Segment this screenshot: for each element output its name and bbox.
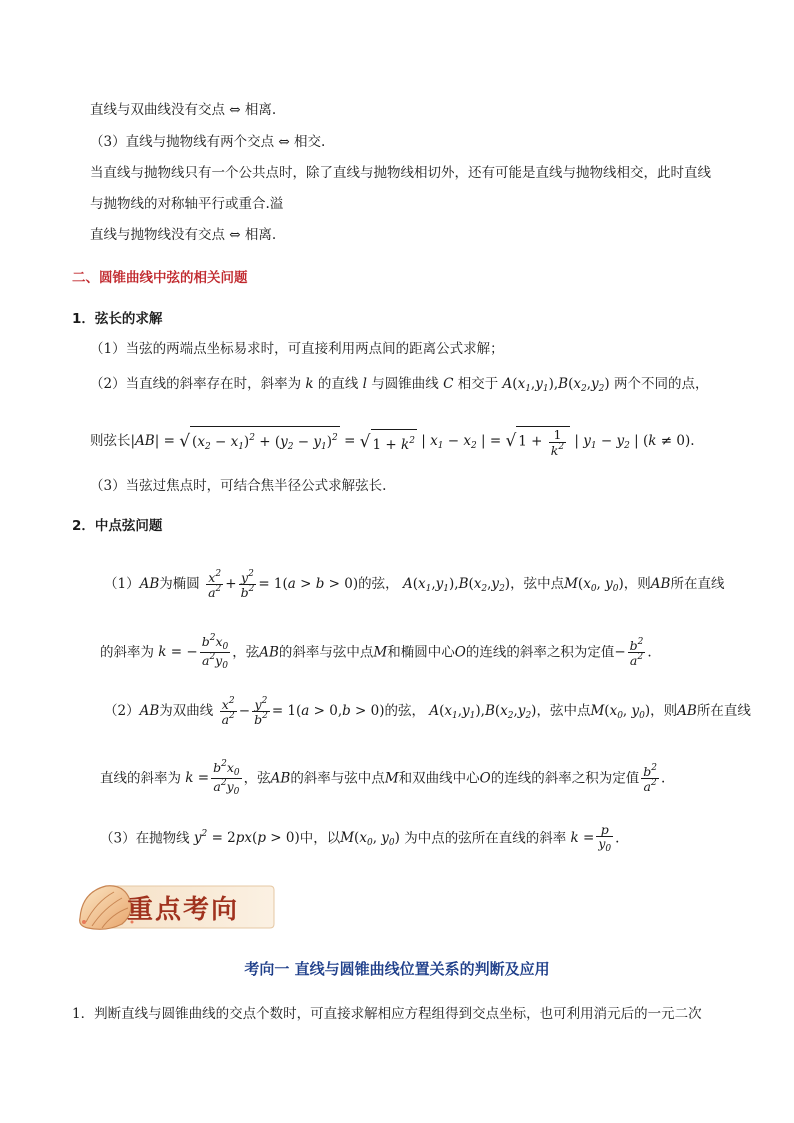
- math-ab: AB: [259, 644, 279, 661]
- text-fragment: 所在直线: [670, 576, 725, 593]
- text-fragment: （1）: [104, 576, 140, 593]
- text-fragment: .: [660, 770, 666, 787]
- text-fragment: 的弦，: [384, 703, 426, 720]
- text-fragment: 中，以: [299, 830, 341, 847]
- math-midpoint-m: $M(x_0$, $y_0$): [564, 576, 624, 595]
- text-fragment: 为双曲线: [159, 703, 214, 720]
- text-fragment: 的斜率与弦中点: [290, 770, 385, 787]
- math-hyperbola-constant: $\frac{b^2}{a^2}$: [643, 763, 657, 795]
- text-fragment: 与圆锥曲线: [371, 376, 439, 392]
- text-fragment: 直线的斜率为: [100, 770, 181, 787]
- math-o: O: [454, 644, 466, 661]
- text-fragment: 和椭圆中心: [387, 644, 455, 661]
- math-ab: AB: [139, 703, 160, 720]
- text-fragment: （2）: [104, 703, 140, 720]
- text-fragment: 和双曲线中心: [398, 770, 480, 787]
- text-fragment: ，则: [623, 576, 651, 593]
- text-fragment: 所在直线: [696, 703, 751, 720]
- subheading-chord-length: 1．弦长的求解: [72, 311, 163, 327]
- math-hyperbola-slope: k = $\frac{b^2x_0}{a^2y_0}$: [185, 759, 240, 798]
- text-fragment: .: [690, 433, 695, 449]
- text-hyperbola-line2: [100, 760, 665, 798]
- text-fragment: .: [615, 830, 620, 847]
- text-fragment: .: [647, 644, 652, 661]
- text-fragment: 则弦长: [90, 433, 131, 449]
- text-line-parabola-two-points: （3）直线与抛物线有两个交点 ⇔ 相交.: [90, 134, 326, 150]
- text-fragment: ，弦: [232, 644, 260, 661]
- text-chord-item1: （1）当弦的两端点坐标易求时，可直接利用两点间的距离公式求解；: [90, 341, 504, 357]
- text-hyperbola-line1: [104, 697, 751, 726]
- text-fragment: 的弦，: [358, 576, 399, 593]
- banner-title: 重点考向: [127, 895, 240, 925]
- math-points-ab: $A(x_1,y_1),B(x_2,y_2)$: [402, 576, 511, 595]
- text-fragment: 为中点的弦所在直线的斜率: [404, 830, 567, 847]
- subheading-midpoint-chord: 2．中点弦问题: [72, 518, 163, 534]
- topic-one-title: 考向一 直线与圆锥曲线位置关系的判断及应用: [244, 960, 550, 978]
- math-points-ab: $A(x_1,y_1),B(x_2,y_2)$: [429, 703, 537, 722]
- sqrt-one-plus-k2: √ $1 + k^2$: [360, 429, 417, 455]
- text-ellipse-line1: [104, 570, 724, 599]
- text-line-parabola-no-intersection: 直线与抛物线没有交点 ⇔ 相离.: [90, 227, 277, 243]
- shell-dot-1: [82, 920, 86, 924]
- text-fragment: 为椭圆: [159, 576, 200, 593]
- math-chord-formula: |AB| = √ $(x_2 - x_1)^2 + (y_2 - y_1)^2$ = √ $1 + k^2$ | $x_1 - x_2$ | = √ 1 + $\frac{1}{k^2}$ | $y_1 - y_2$ | (k ≠ 0): [130, 427, 691, 458]
- math-m: M: [373, 644, 388, 661]
- math-parabola-slope: k = $\frac{p}{y_0}$: [570, 822, 612, 855]
- shell-icon: [80, 886, 131, 930]
- sqrt-one-plus-inv-k2: √ 1 + $\frac{1}{k^2}$: [505, 426, 570, 456]
- math-m: M: [384, 770, 399, 787]
- math-ab: AB: [677, 703, 697, 720]
- sqrt-distance: √ $(x_2 - x_1)^2 + (y_2 - y_1)^2$: [179, 426, 340, 457]
- section-heading-chord: 二、圆锥曲线中弦的相关问题: [72, 270, 248, 286]
- text-fragment: ，弦中点: [510, 576, 565, 593]
- math-l: l: [362, 376, 367, 392]
- text-fragment: 的直线: [317, 376, 359, 392]
- text-fragment: ，弦中点: [536, 703, 591, 720]
- math-ellipse-constant: − $\frac{b^2}{a^2}$: [614, 637, 644, 669]
- formula-chord-length: [90, 426, 695, 457]
- text-fragment: （3）在抛物线: [100, 830, 190, 847]
- text-topic-one-item1: 1．判断直线与圆锥曲线的交点个数时，可直接求解相应方程组得到交点坐标，也可利用消元后的一元二次: [72, 1006, 702, 1022]
- text-fragment: （2）当直线的斜率存在时，斜率为: [90, 376, 302, 392]
- math-ellipse-equation: $\frac{x^2}{a^2}$ + $\frac{y^2}{b^2}$ = 1(a > b > 0): [208, 569, 359, 601]
- math-o: O: [479, 770, 491, 787]
- text-chord-item3: （3）当弦过焦点时，可结合焦半径公式求解弦长.: [90, 478, 387, 494]
- text-fragment: 的斜率与弦中点: [278, 644, 374, 661]
- math-ab: AB: [139, 576, 160, 593]
- math-ellipse-slope: k = − $\frac{b^2x_0}{a^2y_0}$: [158, 633, 229, 672]
- text-line-parabola-axis: 与抛物线的对称轴平行或重合.溢: [90, 196, 284, 212]
- text-ellipse-line2: [100, 634, 652, 672]
- math-midpoint-m: $M(x_0$, $y_0$): [590, 703, 651, 722]
- text-fragment: 的斜率为: [100, 644, 154, 661]
- math-k: k: [305, 376, 314, 392]
- text-fragment: 的连线的斜率之积为定值: [490, 770, 640, 787]
- math-ab: AB: [270, 770, 291, 787]
- math-hyperbola-equation: $\frac{x^2}{a^2}$ − $\frac{y^2}{b^2}$ = 1(a > 0,b > 0): [221, 696, 385, 728]
- text-line-hyperbola-no-intersection: 直线与双曲线没有交点 ⇔ 相离.: [90, 102, 277, 118]
- text-fragment: 两个不同的点，: [613, 376, 709, 392]
- math-midpoint-m: $M(x_0$, $y_0$): [340, 830, 400, 849]
- text-chord-item2: [90, 374, 708, 399]
- math-c: C: [443, 376, 454, 392]
- text-fragment: 相交于: [457, 376, 499, 392]
- text-fragment: ，弦: [243, 770, 271, 787]
- math-parabola-equation: $y^2 = 2px(p > 0)$: [193, 829, 300, 847]
- text-line-parabola-one-point: 当直线与抛物线只有一个公共点时，除了直线与抛物线相切外，还有可能是直线与抛物线相交，此时直线: [90, 165, 711, 181]
- text-fragment: 的连线的斜率之积为定值: [465, 644, 615, 661]
- text-parabola-midpoint: [100, 823, 619, 855]
- math-points-ab: $A(x_1,y_1),B(x_2,y_2)$: [502, 376, 610, 394]
- text-fragment: ，则: [650, 703, 678, 720]
- math-ab: AB: [650, 576, 671, 593]
